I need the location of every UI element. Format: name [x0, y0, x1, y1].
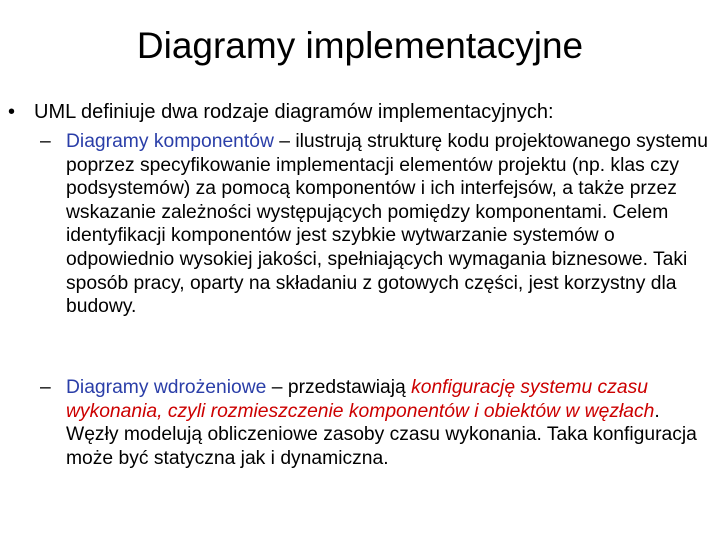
- term-deployment: Diagramy wdrożeniowe: [66, 377, 267, 398]
- sub-item-components: [40, 130, 708, 319]
- slide-title: Diagramy implementacyjne: [136, 25, 584, 66]
- term-components: Diagramy komponentów: [66, 131, 274, 152]
- sub-item-dash: –: [40, 131, 51, 152]
- main-bullet-text: UML definiuje dwa rodzaje diagramów implementacyjnych:: [34, 101, 554, 123]
- deployment-description: . Węzły modelują obliczeniowe zasoby czasu wykonania. Taka konfiguracja może być statyczna jak i dynamiczna.: [66, 400, 697, 469]
- deployment-highlight: konfigurację systemu czasu wykonania, czyli rozmieszczenie komponentów i obiektów w węzłach: [66, 377, 655, 422]
- sub-item-deployment-text: [66, 376, 708, 470]
- sub-item-dash: –: [40, 377, 51, 398]
- sub-item-deployment: [40, 376, 708, 470]
- components-description: – ilustrują strukturę kodu projektowanego systemu poprzez specyfikowanie implementacji elementów projektu (np. klas czy podsystemów) za pomocą komponentów i ich interfejsów, a także przez wskazanie zależności występujących pomiędzy komponentami. Celem identyfikacji komponentów jest szybkie wytwarzanie systemów o odpowiednio wysokiej jakości, spełniających wymagania biznesowe. Taki sposób pracy, oparty na składaniu z gotowych części, jest korzystny dla budowy.: [66, 131, 708, 318]
- sub-item-components-text: [66, 130, 708, 319]
- deployment-dash-text: – przedstawiają: [266, 377, 412, 398]
- bullet-marker: •: [8, 101, 16, 123]
